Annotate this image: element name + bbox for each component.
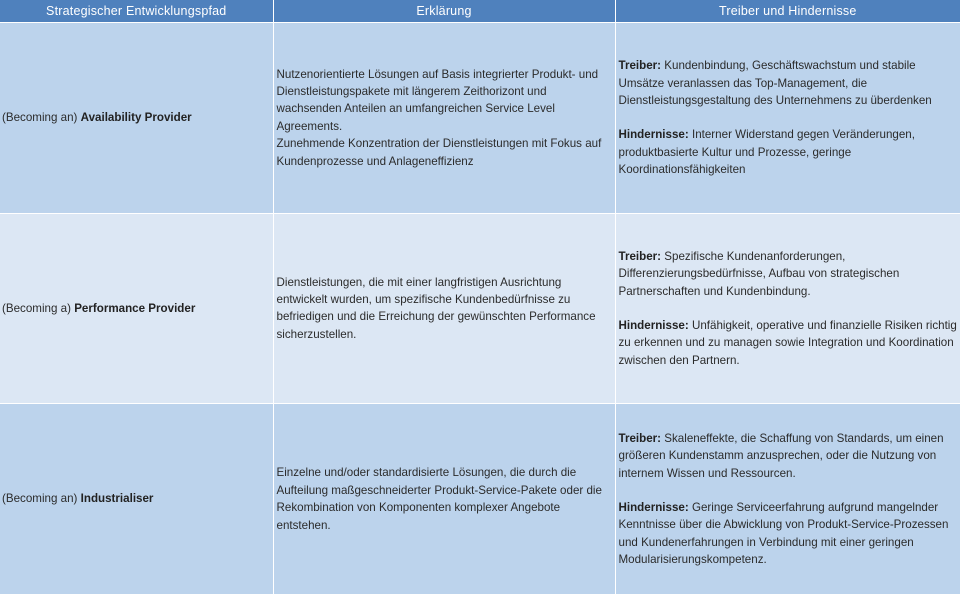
path-name: Industrialiser bbox=[80, 492, 154, 506]
strategic-path-cell bbox=[0, 404, 273, 595]
drivers-block bbox=[619, 57, 959, 109]
path-name: Availability Provider bbox=[80, 111, 192, 125]
obstacles-block bbox=[619, 499, 959, 569]
obstacles-label: Hindernisse: bbox=[618, 500, 689, 514]
drivers-label: Treiber: bbox=[618, 431, 662, 445]
obstacles-text: Interner Widerstand gegen Veränderungen, produktbasierte Kultur und Prozesse, geringe Koordinationsfähigkeiten bbox=[618, 128, 915, 177]
explanation-text: Einzelne und/oder standardisierte Lösungen, die durch die Aufteilung maßgeschneiderter Produkt-Service-Pakete oder die Rekombination von Komponenten komplexer Angebote entstehen. bbox=[276, 466, 602, 532]
drivers-text: Kundenbindung, Geschäftswachstum und stabile Umsätze veranlassen das Top-Management, die Dienstleistungsgestaltung des Unternehmens zu überdenken bbox=[618, 59, 932, 107]
obstacles-label: Hindernisse: bbox=[618, 128, 689, 142]
obstacles-text: Geringe Serviceerfahrung aufgrund mangelnder Kenntnisse über die Abwicklung von Produkt-Service-Prozessen und Kundenerfahrungen in Verbindung mit einer geringen Modularisierungskompetenz. bbox=[618, 500, 949, 567]
drivers-obstacles-cell bbox=[615, 23, 960, 214]
drivers-text: Spezifische Kundenanforderungen, Differenzierungsbedürfnisse, Aufbau von strategischen Partnerschaften und Kundenbindung. bbox=[618, 249, 900, 298]
obstacles-block bbox=[619, 317, 959, 369]
drivers-text: Skaleneffekte, die Schaffung von Standards, um einen größeren Kundenstamm anzusprechen, oder die Nutzung von internem Wissen und Ressourcen. bbox=[618, 431, 944, 480]
drivers-label: Treiber: bbox=[618, 249, 662, 263]
explanation-text: Dienstleistungen, die mit einer langfristigen Ausrichtung entwickelt wurden, um spezifische Kundenbedürfnisse zu befriedigen und die Erreichung der gewünschten Performance sicherzustellen. bbox=[276, 275, 596, 341]
path-name: Performance Provider bbox=[74, 301, 196, 315]
explanation-cell bbox=[273, 404, 615, 595]
explanation-cell bbox=[273, 23, 615, 214]
obstacles-text: Unfähigkeit, operative und finanzielle Risiken richtig zu erkennen und zu managen sowie Integration und Koordination zwischen den Partnern. bbox=[618, 318, 957, 367]
path-prefix: (Becoming an) bbox=[2, 111, 78, 125]
table-row bbox=[0, 404, 960, 595]
explanation-text-2: Zunehmende Konzentration der Dienstleistungen mit Fokus auf Kundenprozesse und Anlageneffizienz bbox=[276, 137, 602, 168]
drivers-obstacles-cell bbox=[615, 404, 960, 595]
table-row bbox=[0, 213, 960, 404]
drivers-block bbox=[619, 430, 959, 482]
obstacles-label: Hindernisse: bbox=[618, 318, 689, 332]
header-row bbox=[0, 0, 960, 23]
explanation-text: Nutzenorientierte Lösungen auf Basis integrierter Produkt- und Dienstleistungspakete mit längerem Zeithorizont und wachsenden Anteilen an umfangreichen Service Level Agreements. bbox=[276, 67, 599, 133]
table-header bbox=[0, 0, 960, 23]
drivers-block bbox=[619, 248, 959, 300]
header-drivers-obstacles: Treiber und Hindernisse bbox=[615, 0, 960, 23]
header-explanation: Erklärung bbox=[273, 0, 615, 23]
path-prefix: (Becoming a) bbox=[2, 301, 71, 315]
strategic-path-cell bbox=[0, 213, 273, 404]
drivers-obstacles-cell bbox=[615, 213, 960, 404]
strategic-path-cell bbox=[0, 23, 273, 214]
explanation-cell bbox=[273, 213, 615, 404]
drivers-label: Treiber: bbox=[618, 59, 662, 73]
table-body bbox=[0, 23, 960, 595]
obstacles-block bbox=[619, 126, 959, 178]
header-strategic-path: Strategischer Entwicklungspfad bbox=[0, 0, 273, 23]
path-prefix: (Becoming an) bbox=[2, 492, 78, 506]
table-row bbox=[0, 23, 960, 214]
